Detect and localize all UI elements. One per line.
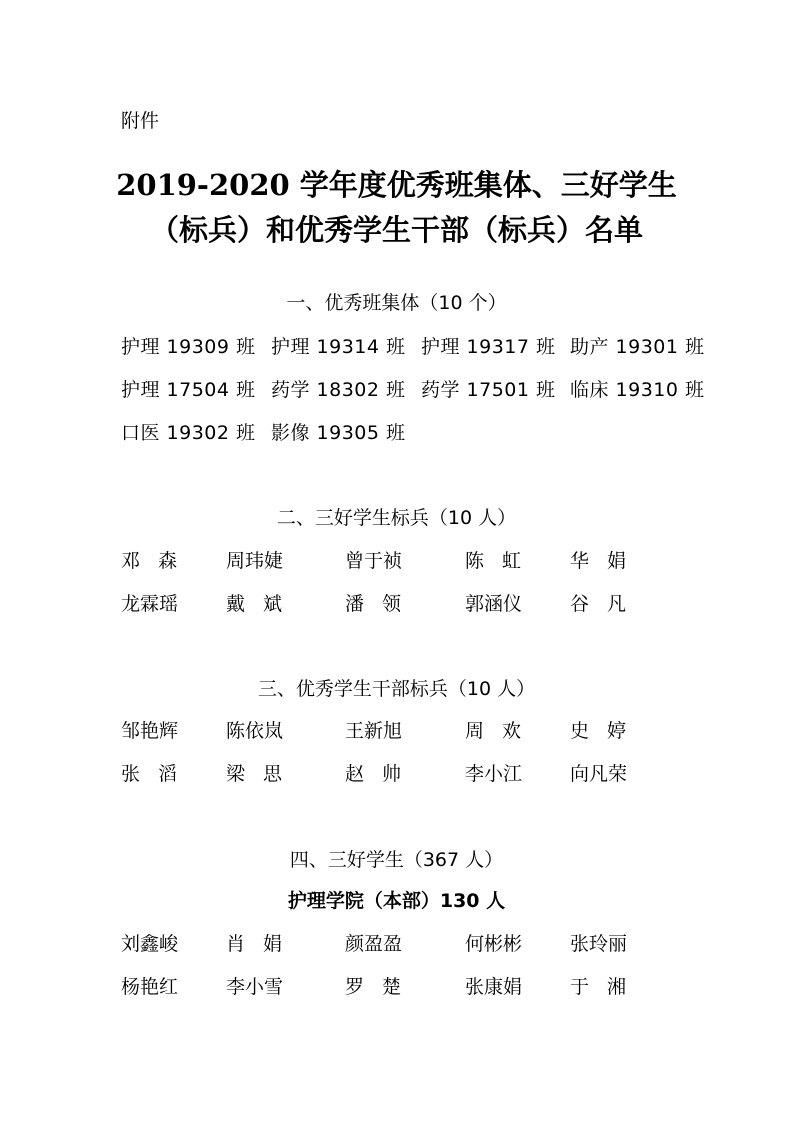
student-name: 刘鑫峻 [121,933,179,955]
student-name: 陈虹 [465,550,540,572]
student-name: 张滔 [121,763,196,785]
class-item: 口医 19302 班 [121,422,256,444]
section-heading-model-students: 二、三好学生标兵（10 人） [276,507,517,529]
class-list-row [0,332,793,362]
class-item: 影像 19305 班 [271,422,406,444]
student-name: 邹艳辉 [121,720,179,742]
student-name: 张康娟 [465,976,523,998]
class-list-row [0,418,793,448]
student-name: 曾于祯 [345,550,403,572]
student-name: 罗楚 [345,976,420,998]
name-list-row [0,546,793,576]
student-name: 李小雪 [226,976,284,998]
name-list-row [0,589,793,619]
student-name: 向凡荣 [570,763,628,785]
student-name: 戴斌 [226,593,301,615]
student-name: 于湘 [570,976,645,998]
class-item: 药学 18302 班 [271,379,406,401]
class-item: 护理 19317 班 [421,336,556,358]
section-heading-model-cadres: 三、优秀学生干部标兵（10 人） [257,678,536,700]
student-name: 华娟 [570,550,645,572]
student-name: 郭涵仪 [465,593,523,615]
class-item: 护理 17504 班 [121,379,256,401]
student-name: 潘领 [345,593,420,615]
name-list-row [0,716,793,746]
student-name: 肖娟 [226,933,301,955]
student-name: 谷凡 [570,593,645,615]
section-heading-merit-students: 四、三好学生（367 人） [289,849,504,871]
section-heading-class-collectives: 一、优秀班集体（10 个） [286,292,507,314]
document-title-line-2: （标兵）和优秀学生干部（标兵）名单 [149,213,643,247]
class-item: 护理 19309 班 [121,336,256,358]
attachment-label: 附件 [121,110,160,132]
student-name: 史婷 [570,720,645,742]
name-list-row [0,759,793,789]
student-name: 龙霖瑶 [121,593,179,615]
class-item: 药学 17501 班 [421,379,556,401]
student-name: 何彬彬 [465,933,523,955]
name-list-row [0,929,793,959]
student-name: 邓森 [121,550,196,572]
class-item: 助产 19301 班 [570,336,705,358]
document-title-line-1: 2019-2020 学年度优秀班集体、三好学生 [116,168,677,202]
name-list-row [0,972,793,1002]
class-item: 临床 19310 班 [570,379,705,401]
class-list-row [0,375,793,405]
subsection-heading-nursing-school: 护理学院（本部）130 人 [287,890,506,912]
class-item: 护理 19314 班 [271,336,406,358]
student-name: 赵帅 [345,763,420,785]
student-name: 颜盈盈 [345,933,403,955]
student-name: 梁思 [226,763,301,785]
student-name: 周玮婕 [226,550,284,572]
student-name: 李小江 [465,763,523,785]
student-name: 王新旭 [345,720,403,742]
student-name: 杨艳红 [121,976,179,998]
student-name: 陈依岚 [226,720,284,742]
student-name: 张玲丽 [570,933,628,955]
student-name: 周欢 [465,720,540,742]
